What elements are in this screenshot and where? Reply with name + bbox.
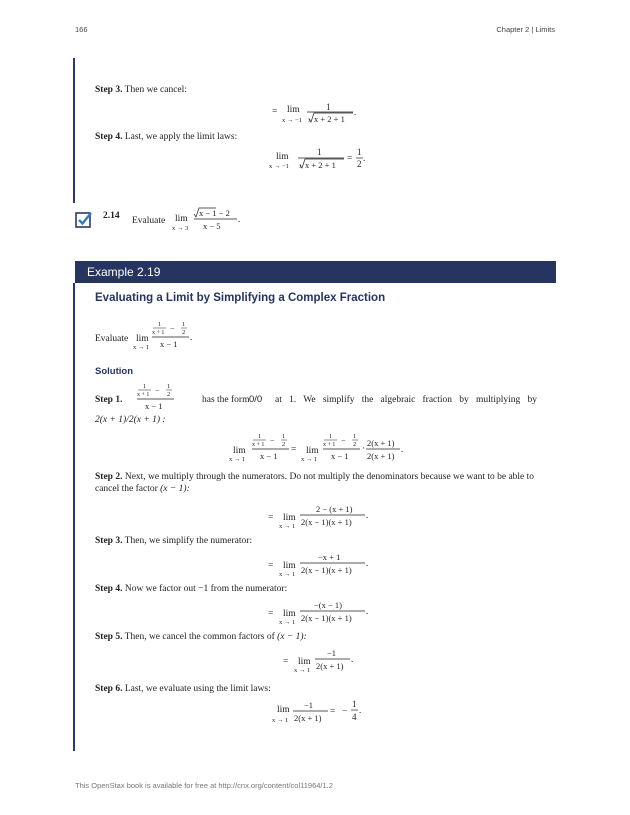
inner-den: x + 1 [252,442,265,448]
equation-limit-laws [267,145,367,173]
period: . [238,214,241,224]
step-label: Step 4. [95,132,123,142]
step1-text-b: at 1. We simplify the algebraic fraction by multiplying by [275,395,537,405]
evaluate-text: Evaluate [95,334,129,344]
lim: lim [276,152,289,162]
lim-sub: x → 1 [279,523,296,530]
minus: − [270,436,275,445]
eq-sign: = [330,707,336,717]
step-factor: (x − 1): [160,484,190,494]
inner-num: 1 [258,433,262,440]
lim: lim [175,214,188,224]
inner-num: 1 [329,433,333,440]
inner-den: x + 1 [152,330,165,336]
step-label: Step 1. [95,395,123,405]
step-text: Then, we cancel the common factors of [124,632,275,642]
minus: − [341,436,346,445]
step3-equation [266,548,376,578]
numerator: 1 [326,102,331,112]
lim-sub: x → 1 [279,619,296,626]
minus: − [170,324,175,333]
lim-sub: x → −1 [269,163,289,170]
chapter-title: Chapter 2 | Limits [496,25,555,34]
denominator: x − 5 [203,221,221,231]
checkpoint-text: Evaluate [132,216,166,226]
denominator: x − 1 [145,401,163,411]
half-num: 1 [282,433,286,440]
step6 [95,683,271,695]
numerator: 1 [317,147,322,157]
eq-sign: = [347,154,353,164]
step-text: Now we factor out −1 from the numerator: [124,584,288,594]
period: . [363,153,366,163]
step-text: Next, we multiply through the numerators. Do not multiply the denominators because we want to be able to cancel the factor [95,472,535,494]
radicand: x + 2 + 1 [305,160,336,170]
eq-sign: = [268,561,274,571]
step1-equation [228,430,408,464]
step-label: Step 4. [95,584,123,594]
half-num: 1 [167,383,171,390]
period: . [190,332,193,342]
numerator: x − 1 − 2 [199,208,230,218]
denominator: 2(x − 1)(x + 1) [301,613,352,623]
top-step3 [95,84,187,96]
numerator: 2 − (x + 1) [316,504,353,514]
denominator: 2(x − 1)(x + 1) [301,517,352,527]
page-number: 166 [75,25,88,34]
period: . [366,510,369,520]
step2-equation [266,500,376,530]
step-label: Step 5. [95,632,123,642]
period: . [359,705,362,715]
step1-label [95,394,122,406]
half-num: 1 [182,321,186,328]
lim: lim [283,561,296,571]
step1-expression [137,382,179,412]
eq-sign: = [268,513,274,523]
step-text: Then we cancel: [124,85,187,95]
lim-sub: x → 3 [172,225,189,232]
numerator: −1 [327,648,337,658]
inner-num: 1 [158,321,162,328]
solution-heading: Solution [95,366,133,377]
radicand: x + 2 + 1 [314,114,345,124]
factor-den: 2(x + 1) [367,451,395,461]
step-label: Step 3. [95,536,123,546]
lim: lim [298,657,311,667]
root-index: 3 [299,165,302,170]
lim-sub: x → 1 [272,717,289,724]
step1-text-c: 2(x + 1)/2(x + 1) : [95,415,166,425]
period: . [366,558,369,568]
step6-equation [270,696,370,726]
lim-sub: x → 1 [229,456,246,463]
lim-sub: x → 1 [133,344,150,351]
step5-equation [281,644,361,674]
equation-cancel [268,101,368,125]
inner-den: x + 1 [137,392,150,398]
lim-sub: x → 1 [294,667,311,674]
step-label: Step 3. [95,85,123,95]
neg-sign: − [342,707,348,717]
period: . [401,444,404,454]
step1-text-a: has the form [202,395,250,405]
numerator: −1 [304,700,314,710]
half-den: 2 [167,391,171,398]
inner-den: x + 1 [323,442,336,448]
period: . [351,654,354,664]
result-den: 2 [357,159,362,169]
top-step4 [95,131,237,143]
step-text: Last, we apply the limit laws: [124,132,238,142]
denominator: 2(x + 1) [316,661,344,671]
factor-num: 2(x + 1) [367,438,395,448]
eq-sign: = [272,107,278,117]
inner-num: 1 [143,383,147,390]
denominator: x − 1 [260,451,278,461]
step-factor: (x − 1): [277,632,307,642]
left-rule-example [73,283,75,751]
step-text: Then, we simplify the numerator: [124,536,253,546]
example-expression [133,320,198,352]
half-num: 1 [353,433,357,440]
period: . [354,107,357,117]
eq-sign: = [291,445,297,455]
lim-sub: x → −1 [282,117,302,124]
step-text: Last, we evaluate using the limit laws: [124,684,271,694]
step3 [95,535,252,547]
numerator: −x + 1 [318,552,341,562]
denominator: x − 1 [331,451,349,461]
checkpoint-expression [172,206,247,234]
step-label: Step 6. [95,684,123,694]
half-den: 2 [282,441,286,448]
left-rule-top [73,58,75,203]
result-num: 1 [352,699,357,709]
denominator: 2(x + 1) [294,713,322,723]
step4 [95,583,287,595]
lim: lim [283,513,296,523]
result-num: 1 [357,147,362,157]
checkpoint-number: 2.14 [103,211,120,221]
result-den: 4 [352,712,357,722]
example-header: Example 2.19 [75,261,556,283]
example-title: Evaluating a Limit by Simplifying a Complex Fraction [95,292,386,304]
denominator: 2(x − 1)(x + 1) [301,565,352,575]
lim: lim [283,609,296,619]
lim: lim [287,105,300,115]
lim: lim [277,705,290,715]
step5 [95,631,307,643]
period: . [366,606,369,616]
footer-text: This OpenStax book is available for free at http://cnx.org/content/col11964/1.2 [75,781,333,790]
numerator: −(x − 1) [314,600,342,610]
times-dot: · [362,443,365,453]
step-label: Step 2. [95,472,123,482]
lim: lim [306,446,319,456]
lim-sub: x → 1 [301,456,318,463]
minus: − [155,386,160,395]
lim: lim [233,446,246,456]
step1-form: 0/0 [249,394,263,405]
eq-sign: = [268,609,274,619]
half-den: 2 [353,441,357,448]
step4-equation [266,596,376,626]
denominator: x − 1 [160,339,178,349]
lim-sub: x → 1 [279,571,296,578]
eq-sign: = [283,657,289,667]
step2 [95,471,537,495]
root-index: 3 [308,119,311,124]
lim: lim [136,334,149,344]
half-den: 2 [182,329,186,336]
checkpoint-icon [75,210,93,228]
